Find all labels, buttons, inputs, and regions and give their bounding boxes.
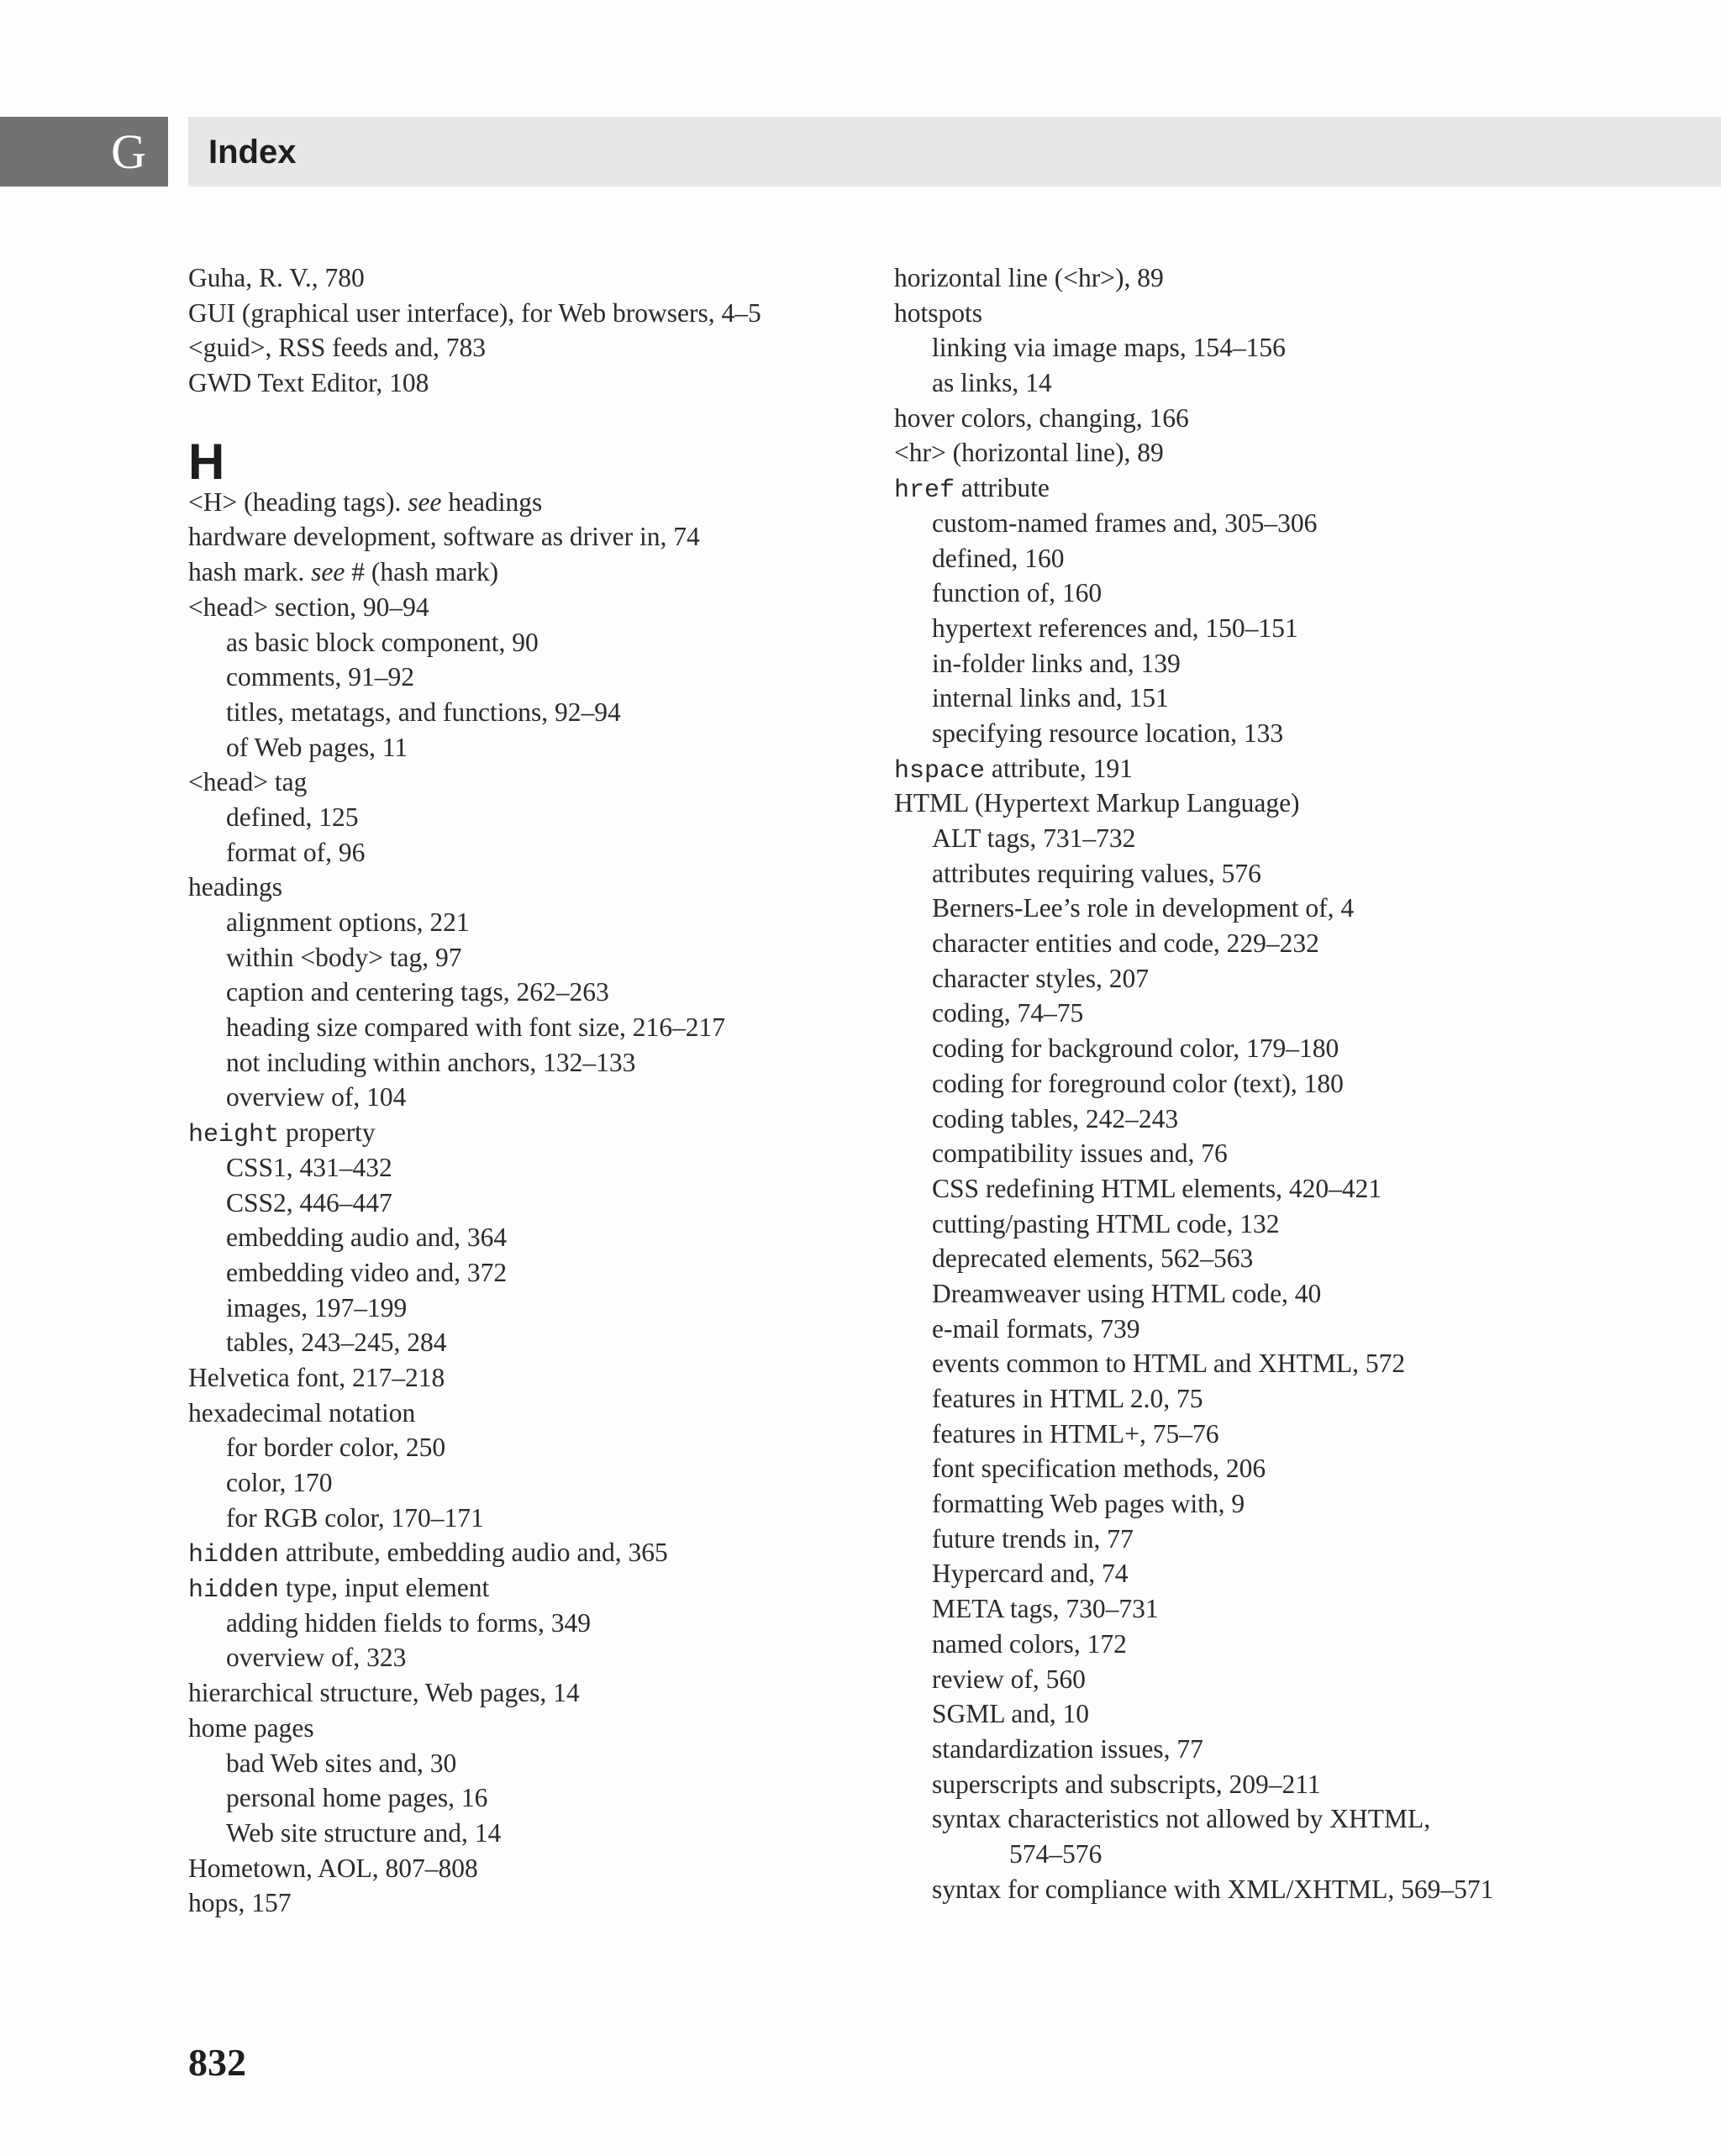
index-entry: hierarchical structure, Web pages, 14 — [188, 1678, 580, 1708]
index-subentry: attributes requiring values, 576 — [932, 858, 1261, 888]
index-entry: <head> section, 90–94 — [188, 592, 429, 622]
index-entry: GUI (graphical user interface), for Web browsers, 4–5 — [188, 297, 761, 328]
index-entry: hardware development, software as driver in, 74 — [188, 522, 700, 552]
index-subentry: coding tables, 242–243 — [932, 1103, 1179, 1133]
index-subentry: CSS1, 431–432 — [226, 1152, 392, 1182]
index-subentry: deprecated elements, 562–563 — [932, 1244, 1254, 1274]
index-entry: height property — [188, 1117, 376, 1150]
index-subentry: as links, 14 — [932, 368, 1052, 398]
index-entry: horizontal line (<hr>), 89 — [894, 263, 1164, 292]
index-entry: hash mark. see # (hash mark) — [188, 557, 499, 587]
index-subentry: META tags, 730–731 — [932, 1594, 1159, 1624]
index-subentry: bad Web sites and, 30 — [226, 1748, 457, 1778]
index-subentry: titles, metatags, and functions, 92–94 — [226, 697, 621, 727]
index-entry: GWD Text Editor, 108 — [188, 368, 429, 398]
index-column-left — [188, 260, 860, 1921]
index-subentry: Dreamweaver using HTML code, 40 — [932, 1278, 1322, 1308]
index-subentry: in-folder links and, 139 — [932, 648, 1181, 678]
index-entry: hexadecimal notation — [188, 1397, 416, 1428]
index-entry: home pages — [188, 1712, 314, 1743]
index-subentry: embedding audio and, 364 — [226, 1223, 508, 1253]
index-subentry: as basic block component, 90 — [226, 627, 539, 657]
index-entry: hspace attribute, 191 — [894, 753, 1133, 786]
index-subentry: alignment options, 221 — [226, 907, 470, 937]
index-entry: href attribute — [894, 473, 1050, 506]
index-subentry: comments, 91–92 — [226, 662, 414, 692]
index-subentry: font specification methods, 206 — [932, 1454, 1266, 1484]
index-subentry: Web site structure and, 14 — [226, 1817, 502, 1848]
index-subentry: events common to HTML and XHTML, 572 — [932, 1349, 1406, 1379]
index-subentry: function of, 160 — [932, 578, 1103, 608]
index-subentry: compatibility issues and, 76 — [932, 1138, 1228, 1169]
index-entry: hover colors, changing, 166 — [894, 402, 1189, 433]
index-entry: headings — [188, 872, 282, 902]
section-letter: G — [111, 124, 146, 179]
index-subentry: features in HTML 2.0, 75 — [932, 1384, 1203, 1413]
index-subentry: CSS2, 446–447 — [226, 1187, 392, 1217]
index-subentry: SGML and, 10 — [932, 1699, 1089, 1729]
index-subentry: for border color, 250 — [226, 1433, 446, 1463]
index-subentry: formatting Web pages with, 9 — [932, 1489, 1245, 1519]
index-column-right — [894, 260, 1684, 1906]
index-subentry: of Web pages, 11 — [226, 732, 408, 762]
index-entry: <hr> (horizontal line), 89 — [894, 438, 1164, 468]
index-subentry: coding for background color, 179–180 — [932, 1033, 1339, 1064]
index-entry: Helvetica font, 217–218 — [188, 1362, 445, 1392]
index-subentry: personal home pages, 16 — [226, 1783, 488, 1813]
index-subentry: images, 197–199 — [226, 1292, 408, 1323]
index-subentry: features in HTML+, 75–76 — [932, 1418, 1219, 1449]
index-subentry: tables, 243–245, 284 — [226, 1328, 447, 1358]
index-entry: hidden attribute, embedding audio and, 365 — [188, 1538, 668, 1570]
letter-heading-h: H — [188, 433, 225, 490]
section-letter-tab — [0, 117, 168, 187]
index-subentry: superscripts and subscripts, 209–211 — [932, 1769, 1321, 1799]
index-subentry: for RGB color, 170–171 — [226, 1502, 484, 1533]
index-entry: <guid>, RSS feeds and, 783 — [188, 333, 487, 363]
index-subentry: coding, 74–75 — [932, 998, 1084, 1028]
index-entry: <head> tag — [188, 767, 308, 797]
running-header-title: Index — [208, 134, 297, 171]
index-entry: hidden type, input element — [188, 1573, 490, 1606]
index-subentry: review of, 560 — [932, 1664, 1086, 1694]
index-subentry: overview of, 323 — [226, 1643, 407, 1673]
index-subentry: syntax for compliance with XML/XHTML, 569–571 — [932, 1874, 1494, 1904]
page-number: 832 — [188, 2041, 246, 2084]
index-subentry: embedding video and, 372 — [226, 1257, 508, 1287]
index-entry: Guha, R. V., 780 — [188, 263, 365, 292]
index-entry: Hometown, AOL, 807–808 — [188, 1853, 478, 1883]
index-subentry: heading size compared with font size, 216–217 — [226, 1012, 725, 1043]
index-subentry: linking via image maps, 154–156 — [932, 333, 1286, 363]
index-subentry: custom-named frames and, 305–306 — [932, 507, 1318, 538]
index-subentry: character entities and code, 229–232 — [932, 928, 1319, 959]
index-subentry: Berners-Lee’s role in development of, 4 — [932, 893, 1355, 923]
index-entry: HTML (Hypertext Markup Language) — [894, 788, 1300, 818]
index-subentry: future trends in, 77 — [932, 1523, 1134, 1554]
index-subentry: adding hidden fields to forms, 349 — [226, 1607, 591, 1638]
running-header — [188, 117, 1721, 187]
index-subentry: Hypercard and, 74 — [932, 1559, 1129, 1589]
index-subentry: internal links and, 151 — [932, 683, 1169, 713]
index-subentry: ALT tags, 731–732 — [932, 823, 1136, 853]
index-subentry: cutting/pasting HTML code, 132 — [932, 1208, 1280, 1238]
index-subentry: CSS redefining HTML elements, 420–421 — [932, 1173, 1382, 1203]
index-subentry: character styles, 207 — [932, 963, 1150, 993]
index-entry: <H> (heading tags). see headings — [188, 486, 543, 517]
index-subentry: syntax characteristics not allowed by XHTML, — [932, 1804, 1431, 1834]
index-subentry: named colors, 172 — [932, 1628, 1127, 1659]
index-entry: hops, 157 — [188, 1888, 292, 1918]
index-subentry: caption and centering tags, 262–263 — [226, 977, 609, 1007]
index-subentry: within <body> tag, 97 — [226, 942, 462, 972]
index-subentry: defined, 160 — [932, 543, 1065, 573]
index-subentry: defined, 125 — [226, 802, 359, 832]
index-subentry: specifying resource location, 133 — [932, 718, 1284, 748]
index-subentry: hypertext references and, 150–151 — [932, 613, 1298, 643]
index-subentry-continuation: 574–576 — [1009, 1838, 1103, 1869]
index-subentry: e-mail formats, 739 — [932, 1313, 1140, 1344]
index-subentry: not including within anchors, 132–133 — [226, 1047, 636, 1077]
index-subentry: color, 170 — [226, 1468, 333, 1497]
index-subentry: format of, 96 — [226, 837, 366, 867]
index-entry: hotspots — [894, 297, 983, 328]
index-subentry: overview of, 104 — [226, 1082, 407, 1112]
index-subentry: coding for foreground color (text), 180 — [932, 1068, 1344, 1098]
index-subentry: standardization issues, 77 — [932, 1733, 1203, 1764]
